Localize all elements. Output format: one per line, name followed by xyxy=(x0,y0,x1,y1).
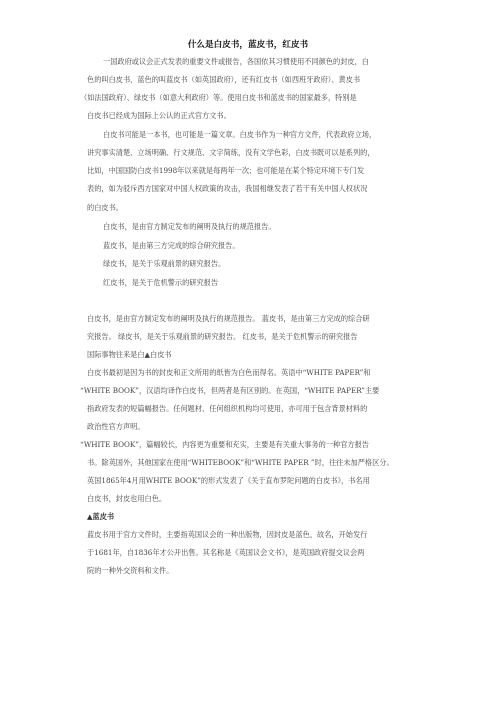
paragraph-line: 色的叫白皮书，蓝色的叫蓝皮书（如英国政府），还有红皮书（如西班牙政府）、黄皮书 xyxy=(87,75,361,84)
paragraph-line: 英国1865年4月用WHITE BOOK”的形式发表了《关于直布罗陀问题的白皮书》，书名用 xyxy=(87,476,370,485)
paragraph-line: 讲究事实清楚、立场明确、行文规范、文字简练，没有文学色彩，白皮书既可以是系列的， xyxy=(87,148,375,157)
paragraph-line: 究报告。 绿皮书，是关于乐观前景的研究报告。 红皮书，是关于危机警示的研究报告 xyxy=(87,332,358,341)
paragraph-line: 比如，中国国防白皮书1998年以来就是每两年一次；也可能是在某个特定环境下专门发 xyxy=(87,166,365,175)
paragraph-line: 白皮书可能是一本书，也可能是一篇文章。白皮书作为一种官方文件，代表政府立场， xyxy=(103,130,377,139)
paragraph-line: 白皮书，是由官方制定发布的阐明及执行的规范报告。 蓝皮书，是由第三方完成的综合研 xyxy=(87,314,370,323)
paragraph-line: 一国政府或议会正式发表的重要文件或报告，各国依其习惯使用不同颜色的封皮，白 xyxy=(103,57,369,66)
paragraph-line: “WHITE BOOK”，篇幅较长，内容更为重要和充实，主要是有关重大事务的一种官方报告 xyxy=(80,440,369,449)
paragraph-line: 于1681年，自1836年才公开出售。其名称是《英国议会文书》，是英国政府提交议会两 xyxy=(87,548,365,557)
paragraph-line: “WHITE BOOK”，汉语均译作白皮书，但两者是有区别的。在英国，“WHITE PAPER”主要 xyxy=(80,386,380,395)
paragraph-line: 蓝皮书用于官方文件时，主要指英国议会的一种出版物，因封皮是蓝色，故名，开始发行 xyxy=(87,530,368,539)
paragraph-line: 蓝皮书，是由第三方完成的综合研究报告。 xyxy=(103,241,240,250)
paragraph-line: 国际事物往来是白▲白皮书 xyxy=(87,350,172,359)
document-title: 什么是白皮书，蓝皮书，红皮书 xyxy=(187,40,309,50)
paragraph-line: 表的，如为驳斥西方国家对中国人权政策的攻击，我国相继发表了若干有关中国人权状况 xyxy=(87,184,368,193)
paragraph-line: 指政府发表的短篇幅报告。任何题材、任何组织机构均可使用，亦可用于包含背景材料的 xyxy=(87,404,368,413)
paragraph-line: 白皮书已经成为国际上公认的正式官方文书。 xyxy=(87,111,231,120)
paragraph-line: 的白皮书。 xyxy=(87,203,123,212)
paragraph-line: 绿皮书，是关于乐观前景的研究报告。 xyxy=(103,259,226,268)
paragraph-line: （如法国政府）、绿皮书（如意大利政府）等。使用白皮书和蓝皮书的国家最多，特别是 xyxy=(80,93,357,102)
paragraph-line: 红皮书，是关于危机警示的研究报告 xyxy=(103,278,219,287)
paragraph-line: 院的一种外交资料和文件。 xyxy=(87,566,174,575)
section-heading: ▲蓝皮书 xyxy=(87,512,115,521)
paragraph-line: 白皮书，是由官方制定发布的阐明及执行的规范报告。 xyxy=(103,222,276,231)
paragraph-line: 白皮书最初是因为书的封皮和正文所用的纸皆为白色而得名。英语中“WHITE PAPER”和 xyxy=(87,368,371,377)
paragraph-line: 政治性官方声明。 xyxy=(87,422,145,431)
paragraph-line: 白皮书，封皮也用白色。 xyxy=(87,494,167,503)
paragraph-line: 书。除英国外，其他国家在使用“WHITEBOOK”和“WHITE PAPER ”时，往往未加严格区分。 xyxy=(87,458,394,467)
